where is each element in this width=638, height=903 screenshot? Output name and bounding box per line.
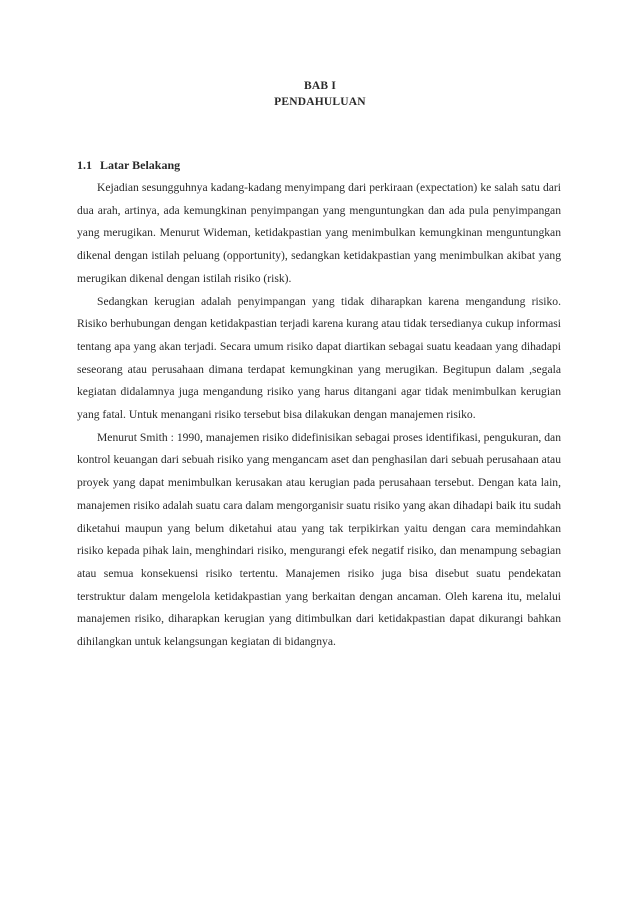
- chapter-number: BAB I: [304, 80, 336, 92]
- section-heading: [77, 157, 180, 173]
- chapter-heading: [0, 78, 638, 110]
- paragraph: Menurut Smith : 1990, manajemen risiko didefinisikan sebagai proses identifikasi, pengukuran, dan kontrol keuangan dari sebuah risiko yang mengancam aset dan penghasilan dari sebuah perusahaan atau proyek yang dapat menimbulkan kerusakan atau kerugian pada perusahaan tersebut. Dengan kata lain, manajemen risiko adalah suatu cara dalam mengorganisir suatu risiko yang akan dihadapi baik itu sudah diketahui maupun yang belum diketahui atau yang tak terpikirkan yaitu dengan cara memindahkan risiko kepada pihak lain, menghindari risiko, mengurangi efek negatif risiko, dan menampung sebagian atau semua konsekuensi risiko tertentu. Manajemen risiko juga bisa disebut suatu pendekatan terstruktur dalam mengelola ketidakpastian yang berkaitan dengan ancaman. Oleh karena itu, melalui manajemen risiko, diharapkan kerugian yang ditimbulkan dari ketidakpastian dapat dikurangi bahkan dihilangkan untuk kelangsungan kegiatan di bidangnya.: [77, 430, 562, 649]
- chapter-title: PENDAHULUAN: [274, 96, 366, 108]
- section-title: Latar Belakang: [100, 158, 181, 172]
- paragraph: Kejadian sesungguhnya kadang-kadang menyimpang dari perkiraan (expectation) ke salah satu dari dua arah, artinya, ada kemungkinan penyimpangan yang menguntungkan dan ada pula penyimpangan yang merugikan. Menurut Wideman, ketidakpastian yang menimbulkan kemungkinan menguntungkan dikenal dengan istilah peluang (opportunity), sedangkan ketidakpastian yang menimbulkan akibat yang merugikan dikenal dengan istilah risiko (risk).: [77, 181, 561, 285]
- body-text: [77, 177, 561, 654]
- section-number: 1.1: [77, 158, 92, 172]
- paragraph: Sedangkan kerugian adalah penyimpangan yang tidak diharapkan karena mengandung risiko. Risiko berhubungan dengan ketidakpastian terjadi karena kurang atau tidak tersedianya cukup informasi tentang apa yang akan terjadi. Secara umum risiko dapat diartikan sebagai suatu keadaan yang dihadapi seseorang atau perusahaan dimana terdapat kemungkinan yang merugikan. Begitupun dalam ,segala kegiatan didalamnya juga mengandung risiko yang harus ditangani agar tidak menimbulkan kerugian yang fatal. Untuk menangani risiko tersebut bisa dilakukan dengan manajemen risiko.: [77, 294, 561, 422]
